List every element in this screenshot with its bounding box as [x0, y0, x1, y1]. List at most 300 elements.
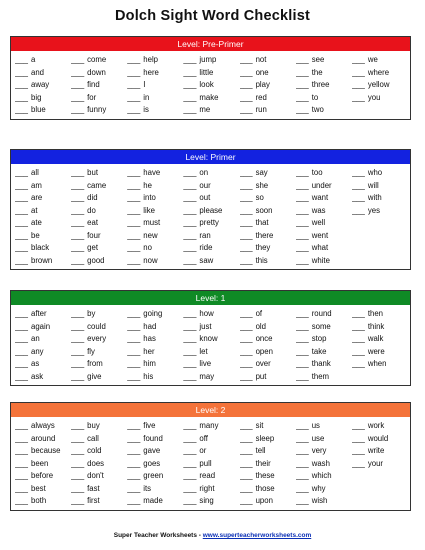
sight-word: me: [199, 105, 211, 114]
check-blank[interactable]: ___: [71, 218, 85, 227]
word-item: [127, 333, 183, 346]
page-title: Dolch Sight Word Checklist: [114, 8, 311, 24]
check-blank[interactable]: ___: [183, 458, 197, 468]
check-blank[interactable]: ___: [239, 458, 253, 468]
word-item: [71, 67, 127, 80]
check-blank[interactable]: ___: [127, 446, 141, 455]
word-item: [240, 167, 296, 180]
check-blank[interactable]: ___: [15, 80, 29, 89]
sight-word: red: [255, 92, 267, 102]
check-blank[interactable]: ___: [183, 433, 197, 443]
check-blank[interactable]: ___: [239, 496, 253, 505]
check-blank[interactable]: ___: [239, 105, 253, 114]
check-blank[interactable]: ___: [15, 446, 29, 455]
word-item: [15, 217, 71, 230]
sight-word: come: [87, 55, 107, 64]
sight-word: in: [143, 92, 150, 102]
word-item: [127, 79, 183, 92]
word-item: [127, 433, 183, 446]
word-item: [183, 445, 239, 458]
sight-word: all: [31, 168, 39, 177]
check-blank[interactable]: ___: [295, 433, 309, 443]
check-blank[interactable]: ___: [239, 346, 253, 356]
word-item: [296, 358, 352, 371]
sight-word: two: [311, 105, 324, 114]
check-blank[interactable]: ___: [127, 309, 141, 318]
check-blank[interactable]: ___: [71, 421, 85, 430]
check-blank[interactable]: ___: [295, 55, 309, 64]
check-blank[interactable]: ___: [71, 193, 85, 202]
sight-word: were: [367, 346, 385, 356]
check-blank[interactable]: ___: [15, 371, 29, 381]
check-blank[interactable]: ___: [295, 230, 309, 240]
check-blank[interactable]: ___: [295, 309, 309, 318]
check-blank[interactable]: ___: [127, 346, 141, 356]
check-blank[interactable]: ___: [127, 458, 141, 468]
check-blank[interactable]: ___: [351, 180, 365, 190]
check-blank[interactable]: ___: [183, 243, 197, 252]
sight-word: soon: [255, 205, 273, 215]
sight-word: just: [199, 321, 212, 331]
check-blank[interactable]: ___: [351, 92, 365, 102]
check-blank[interactable]: ___: [351, 80, 365, 89]
check-blank[interactable]: ___: [239, 180, 253, 190]
check-blank[interactable]: ___: [183, 359, 197, 368]
check-blank[interactable]: ___: [71, 92, 85, 102]
word-item: [183, 495, 239, 508]
sight-word: away: [31, 80, 50, 89]
check-blank[interactable]: ___: [71, 321, 85, 331]
check-blank[interactable]: ___: [127, 433, 141, 443]
check-blank[interactable]: ___: [351, 433, 365, 443]
sight-word: ask: [31, 371, 44, 381]
sight-word: been: [31, 458, 49, 468]
sight-word: goes: [143, 458, 161, 468]
check-blank[interactable]: ___: [127, 80, 141, 89]
check-blank[interactable]: ___: [15, 67, 29, 77]
check-blank[interactable]: ___: [15, 496, 29, 505]
check-blank[interactable]: ___: [127, 92, 141, 102]
word-item: [183, 321, 239, 334]
word-item: [240, 104, 296, 117]
sight-word: pull: [199, 458, 212, 468]
sight-word: into: [143, 193, 156, 202]
word-item: [71, 79, 127, 92]
check-blank[interactable]: ___: [239, 80, 253, 89]
word-item: [183, 333, 239, 346]
word-item: [15, 358, 71, 371]
sight-word: fly: [87, 346, 95, 356]
check-blank[interactable]: ___: [15, 255, 29, 265]
sight-word: yes: [367, 205, 380, 215]
sight-word: going: [143, 309, 163, 318]
check-blank[interactable]: ___: [295, 105, 309, 114]
check-blank[interactable]: ___: [15, 230, 29, 240]
word-item: [352, 371, 408, 384]
check-blank[interactable]: ___: [15, 471, 29, 480]
check-blank[interactable]: ___: [239, 255, 253, 265]
sight-word: both: [31, 496, 47, 505]
word-item: [15, 308, 71, 321]
sight-word: from: [87, 359, 103, 368]
sight-word: our: [199, 180, 211, 190]
check-blank[interactable]: ___: [183, 67, 197, 77]
check-blank[interactable]: ___: [295, 421, 309, 430]
check-blank[interactable]: ___: [295, 205, 309, 215]
check-blank[interactable]: ___: [295, 458, 309, 468]
word-item: [71, 420, 127, 433]
check-blank[interactable]: ___: [183, 371, 197, 381]
check-blank[interactable]: ___: [295, 180, 309, 190]
check-blank[interactable]: ___: [183, 218, 197, 227]
check-blank[interactable]: ___: [127, 421, 141, 430]
check-blank[interactable]: ___: [183, 309, 197, 318]
check-blank[interactable]: ___: [183, 193, 197, 202]
check-blank[interactable]: ___: [15, 205, 29, 215]
check-blank[interactable]: ___: [239, 55, 253, 64]
sight-word: open: [255, 346, 273, 356]
check-blank[interactable]: ___: [71, 496, 85, 505]
check-blank[interactable]: ___: [351, 334, 365, 343]
word-item: [15, 180, 71, 193]
check-blank[interactable]: ___: [15, 193, 29, 202]
check-blank[interactable]: ___: [15, 334, 29, 343]
check-blank[interactable]: ___: [71, 105, 85, 114]
check-blank[interactable]: ___: [239, 334, 253, 343]
check-blank[interactable]: ___: [15, 168, 29, 177]
check-blank[interactable]: ___: [71, 80, 85, 89]
check-blank[interactable]: ___: [239, 359, 253, 368]
word-item: [352, 495, 408, 508]
section-pre-primer: [10, 36, 411, 120]
word-item: [15, 255, 71, 268]
sight-word: get: [87, 243, 98, 252]
word-item: [15, 433, 71, 446]
check-blank[interactable]: ___: [351, 446, 365, 455]
footer-link[interactable]: www.superteacherworksheets.com: [202, 532, 312, 539]
word-item: [183, 79, 239, 92]
sight-word: every: [87, 334, 107, 343]
check-blank[interactable]: ___: [15, 421, 29, 430]
word-item: [15, 92, 71, 105]
word-item: [352, 483, 408, 496]
check-blank[interactable]: ___: [351, 458, 365, 468]
sight-word: there: [255, 230, 274, 240]
sight-word: give: [87, 371, 102, 381]
word-item: [240, 192, 296, 205]
check-blank[interactable]: ___: [15, 458, 29, 468]
check-blank[interactable]: ___: [239, 67, 253, 77]
word-item: [71, 433, 127, 446]
sight-word: live: [199, 359, 212, 368]
check-blank[interactable]: ___: [71, 230, 85, 240]
check-blank[interactable]: ___: [71, 346, 85, 356]
word-item: [352, 333, 408, 346]
check-blank[interactable]: ___: [351, 346, 365, 356]
check-blank[interactable]: ___: [127, 67, 141, 77]
check-blank[interactable]: ___: [239, 433, 253, 443]
check-blank[interactable]: ___: [183, 230, 197, 240]
sight-word: sing: [199, 496, 214, 505]
check-blank[interactable]: ___: [295, 346, 309, 356]
sight-word: thank: [311, 359, 331, 368]
check-blank[interactable]: ___: [239, 168, 253, 177]
sight-word: her: [143, 346, 155, 356]
sight-word: its: [143, 483, 152, 493]
sight-word: put: [255, 371, 267, 381]
check-blank[interactable]: ___: [15, 483, 29, 493]
check-blank[interactable]: ___: [351, 421, 365, 430]
sight-word: take: [311, 346, 327, 356]
word-item: [296, 242, 352, 255]
check-blank[interactable]: ___: [183, 105, 197, 114]
sight-word: walk: [367, 334, 384, 343]
word-item: [296, 420, 352, 433]
word-item: [183, 192, 239, 205]
sight-word: but: [87, 168, 98, 177]
word-item: [15, 495, 71, 508]
check-blank[interactable]: ___: [71, 243, 85, 252]
sight-word: as: [31, 359, 40, 368]
sight-word: wash: [311, 458, 330, 468]
check-blank[interactable]: ___: [71, 55, 85, 64]
check-blank[interactable]: ___: [183, 334, 197, 343]
sight-word: how: [199, 309, 214, 318]
check-blank[interactable]: ___: [127, 168, 141, 177]
check-blank[interactable]: ___: [239, 205, 253, 215]
sight-word: any: [31, 346, 44, 356]
word-item: [71, 230, 127, 243]
check-blank[interactable]: ___: [183, 205, 197, 215]
check-blank[interactable]: ___: [351, 309, 365, 318]
check-blank[interactable]: ___: [351, 359, 365, 368]
check-blank[interactable]: ___: [183, 483, 197, 493]
word-item: [240, 54, 296, 67]
sight-word: which: [311, 471, 332, 480]
check-blank[interactable]: ___: [71, 359, 85, 368]
sight-word: many: [199, 421, 219, 430]
sight-word: want: [311, 193, 329, 202]
check-blank[interactable]: ___: [183, 80, 197, 89]
check-blank[interactable]: ___: [295, 371, 309, 381]
sight-word: because: [31, 446, 61, 455]
check-blank[interactable]: ___: [295, 359, 309, 368]
check-blank[interactable]: ___: [15, 55, 29, 64]
check-blank[interactable]: ___: [15, 433, 29, 443]
sight-word: before: [31, 471, 54, 480]
check-blank[interactable]: ___: [183, 180, 197, 190]
sight-word: some: [311, 321, 331, 331]
section-primer: [10, 149, 411, 270]
check-blank[interactable]: ___: [183, 496, 197, 505]
sight-word: by: [87, 309, 96, 318]
word-item: [127, 308, 183, 321]
check-blank[interactable]: ___: [295, 243, 309, 252]
word-item: [240, 420, 296, 433]
check-blank[interactable]: ___: [71, 180, 85, 190]
check-blank[interactable]: ___: [295, 92, 309, 102]
check-blank[interactable]: ___: [127, 334, 141, 343]
check-blank[interactable]: ___: [239, 309, 253, 318]
check-blank[interactable]: ___: [127, 230, 141, 240]
word-item: [127, 67, 183, 80]
check-blank[interactable]: ___: [127, 55, 141, 64]
check-blank[interactable]: ___: [71, 458, 85, 468]
word-item: [183, 242, 239, 255]
check-blank[interactable]: ___: [351, 168, 365, 177]
check-blank[interactable]: ___: [71, 371, 85, 381]
check-blank[interactable]: ___: [183, 471, 197, 480]
check-blank[interactable]: ___: [295, 483, 309, 493]
word-item: [183, 67, 239, 80]
word-item: [240, 230, 296, 243]
sight-word: sit: [255, 421, 264, 430]
check-blank[interactable]: ___: [71, 433, 85, 443]
check-blank[interactable]: ___: [295, 334, 309, 343]
check-blank[interactable]: ___: [239, 371, 253, 381]
word-item: [15, 445, 71, 458]
check-blank[interactable]: ___: [295, 218, 309, 227]
check-blank[interactable]: ___: [15, 309, 29, 318]
sight-word: green: [143, 471, 164, 480]
word-item: [352, 167, 408, 180]
check-blank[interactable]: ___: [71, 471, 85, 480]
check-blank[interactable]: ___: [15, 346, 29, 356]
check-blank[interactable]: ___: [239, 446, 253, 455]
check-blank[interactable]: ___: [127, 255, 141, 265]
check-blank[interactable]: ___: [351, 321, 365, 331]
check-blank[interactable]: ___: [127, 359, 141, 368]
word-item: [15, 346, 71, 359]
sight-word: one: [255, 67, 269, 77]
check-blank[interactable]: ___: [183, 92, 197, 102]
check-blank[interactable]: ___: [71, 205, 85, 215]
check-blank[interactable]: ___: [127, 105, 141, 114]
check-blank[interactable]: ___: [183, 321, 197, 331]
word-item: [240, 433, 296, 446]
check-blank[interactable]: ___: [239, 230, 253, 240]
check-blank[interactable]: ___: [127, 471, 141, 480]
sight-word: the: [311, 67, 323, 77]
check-blank[interactable]: ___: [127, 496, 141, 505]
sight-word: could: [87, 321, 106, 331]
check-blank[interactable]: ___: [351, 205, 365, 215]
word-item: [352, 217, 408, 230]
check-blank[interactable]: ___: [295, 80, 309, 89]
check-blank[interactable]: ___: [71, 67, 85, 77]
check-blank[interactable]: ___: [351, 193, 365, 202]
sight-word: down: [87, 67, 106, 77]
check-blank[interactable]: ___: [295, 471, 309, 480]
sight-word: best: [31, 483, 46, 493]
word-item: [296, 483, 352, 496]
check-blank[interactable]: ___: [239, 193, 253, 202]
word-item: [15, 104, 71, 117]
check-blank[interactable]: ___: [239, 471, 253, 480]
check-blank[interactable]: ___: [183, 255, 197, 265]
sight-word: stop: [311, 334, 327, 343]
check-blank[interactable]: ___: [127, 243, 141, 252]
check-blank[interactable]: ___: [239, 483, 253, 493]
check-blank[interactable]: ___: [127, 483, 141, 493]
check-blank[interactable]: ___: [71, 334, 85, 343]
check-blank[interactable]: ___: [15, 92, 29, 102]
word-item: [183, 483, 239, 496]
check-blank[interactable]: ___: [127, 180, 141, 190]
check-blank[interactable]: ___: [71, 255, 85, 265]
word-item: [183, 54, 239, 67]
check-blank[interactable]: ___: [239, 321, 253, 331]
check-blank[interactable]: ___: [295, 321, 309, 331]
sight-word: again: [31, 321, 51, 331]
check-blank[interactable]: ___: [295, 168, 309, 177]
check-blank[interactable]: ___: [351, 67, 365, 77]
sight-word: black: [31, 243, 50, 252]
check-blank[interactable]: ___: [239, 92, 253, 102]
check-blank[interactable]: ___: [127, 218, 141, 227]
check-blank[interactable]: ___: [351, 55, 365, 64]
check-blank[interactable]: ___: [183, 346, 197, 356]
check-blank[interactable]: ___: [183, 421, 197, 430]
word-item: [352, 242, 408, 255]
word-item: [183, 205, 239, 218]
check-blank[interactable]: ___: [15, 218, 29, 227]
word-item: [352, 346, 408, 359]
check-blank[interactable]: ___: [71, 446, 85, 455]
word-item: [240, 321, 296, 334]
word-item: [127, 371, 183, 384]
check-blank[interactable]: ___: [71, 168, 85, 177]
check-blank[interactable]: ___: [295, 67, 309, 77]
word-item: [240, 483, 296, 496]
word-item: [15, 470, 71, 483]
check-blank[interactable]: ___: [239, 243, 253, 252]
check-blank[interactable]: ___: [127, 321, 141, 331]
word-item: [127, 458, 183, 471]
check-blank[interactable]: ___: [71, 309, 85, 318]
word-item: [296, 67, 352, 80]
check-blank[interactable]: ___: [295, 193, 309, 202]
sight-word: find: [87, 80, 100, 89]
check-blank[interactable]: ___: [295, 446, 309, 455]
word-item: [127, 346, 183, 359]
check-blank[interactable]: ___: [15, 321, 29, 331]
check-blank[interactable]: ___: [239, 421, 253, 430]
check-blank[interactable]: ___: [127, 193, 141, 202]
check-blank[interactable]: ___: [239, 218, 253, 227]
check-blank[interactable]: ___: [15, 105, 29, 114]
check-blank[interactable]: ___: [183, 55, 197, 64]
sight-word: am: [31, 180, 42, 190]
word-item: [352, 79, 408, 92]
check-blank[interactable]: ___: [127, 371, 141, 381]
word-item: [296, 180, 352, 193]
check-blank[interactable]: ___: [15, 359, 29, 368]
check-blank[interactable]: ___: [71, 483, 85, 493]
check-blank[interactable]: ___: [295, 255, 309, 265]
check-blank[interactable]: ___: [15, 180, 29, 190]
check-blank[interactable]: ___: [127, 205, 141, 215]
check-blank[interactable]: ___: [183, 446, 197, 455]
check-blank[interactable]: ___: [15, 243, 29, 252]
check-blank[interactable]: ___: [183, 168, 197, 177]
sight-word: off: [199, 433, 208, 443]
check-blank[interactable]: ___: [295, 496, 309, 505]
sight-word: too: [311, 168, 323, 177]
word-item: [183, 308, 239, 321]
sight-word: play: [255, 80, 270, 89]
word-item: [71, 483, 127, 496]
